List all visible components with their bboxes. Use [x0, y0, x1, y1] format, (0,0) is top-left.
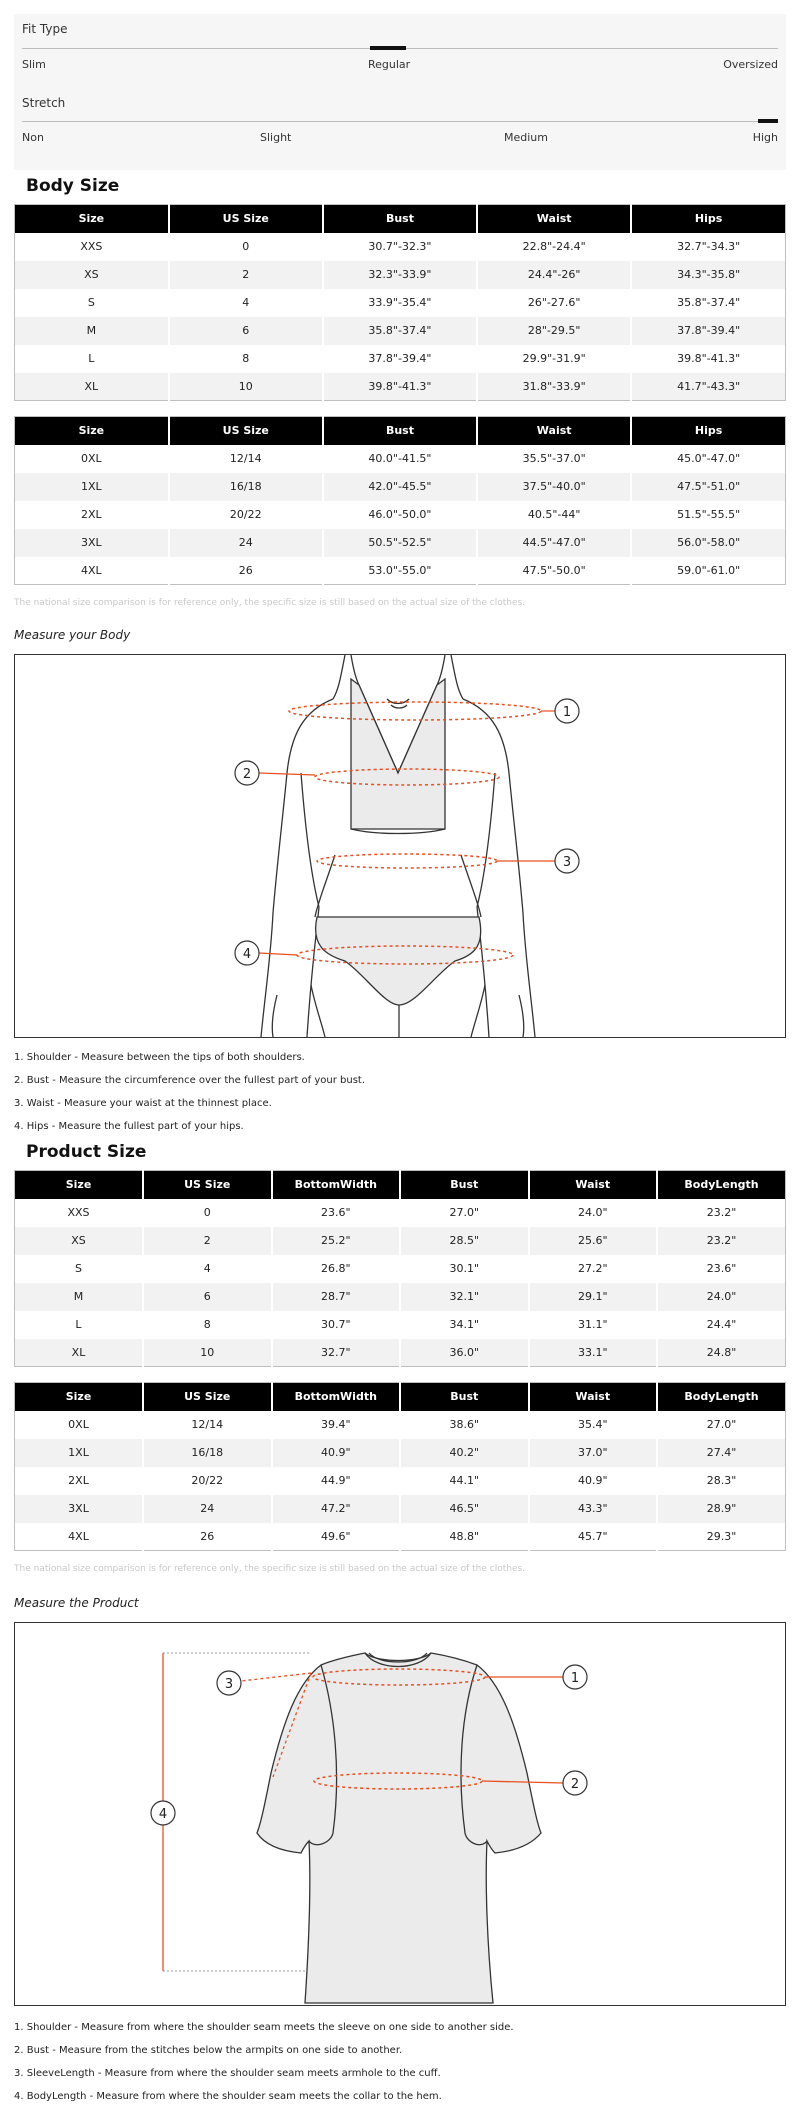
table-row: [15, 501, 786, 529]
table-cell: 23.6": [272, 1199, 401, 1227]
table-cell: 46.5": [400, 1495, 529, 1523]
fit-type-option-oversized: Oversized: [723, 58, 778, 71]
table-row: [15, 557, 786, 585]
table-row: [15, 1495, 786, 1523]
table-cell: 8: [143, 1311, 272, 1339]
table-cell: 24.4"-26": [477, 261, 631, 289]
measure-body-title: Measure your Body: [14, 628, 131, 642]
table-cell: 26: [143, 1523, 272, 1551]
callout-2-label: 2: [242, 767, 252, 782]
table-cell: 47.2": [272, 1495, 401, 1523]
table-row: [15, 1439, 786, 1467]
table-cell: 28.3": [657, 1467, 786, 1495]
column-header: BottomWidth: [272, 1383, 401, 1411]
table-cell: 28.9": [657, 1495, 786, 1523]
table-cell: S: [15, 1255, 144, 1283]
table-cell: 29.3": [657, 1523, 786, 1551]
product-size-table-a: [14, 1170, 786, 1367]
product-callout-1-label: 1: [570, 1671, 580, 1686]
table-cell: 29.1": [529, 1283, 658, 1311]
table-cell: 38.6": [400, 1411, 529, 1439]
table-cell: 44.1": [400, 1467, 529, 1495]
table-cell: 2XL: [15, 501, 169, 529]
table-cell: 24.0": [529, 1199, 658, 1227]
table-cell: 28.5": [400, 1227, 529, 1255]
fit-panel: [14, 14, 786, 170]
column-header: Waist: [529, 1171, 658, 1199]
product-size-title: Product Size: [26, 1142, 147, 1162]
column-header: BodyLength: [657, 1171, 786, 1199]
body-instruction-3: 3. Waist - Measure your waist at the thinnest place.: [14, 1098, 272, 1109]
body-instruction-4: 4. Hips - Measure the fullest part of your hips.: [14, 1121, 244, 1132]
table-row: [15, 373, 786, 401]
table-cell: 39.4": [272, 1411, 401, 1439]
fit-type-option-slim: Slim: [22, 58, 46, 71]
table-row: [15, 445, 786, 473]
table-cell: 47.5"-50.0": [477, 557, 631, 585]
table-cell: 25.2": [272, 1227, 401, 1255]
table-row: [15, 289, 786, 317]
table-cell: 34.1": [400, 1311, 529, 1339]
table-row: [15, 1227, 786, 1255]
fit-type-marker: [370, 46, 406, 50]
table-cell: 23.6": [657, 1255, 786, 1283]
table-row: [15, 1523, 786, 1551]
table-cell: 1XL: [15, 473, 169, 501]
table-cell: 25.6": [529, 1227, 658, 1255]
table-cell: 41.7"-43.3": [631, 373, 785, 401]
table-cell: 0: [169, 233, 323, 261]
table-cell: 20/22: [169, 501, 323, 529]
table-row: [15, 261, 786, 289]
table-cell: 6: [169, 317, 323, 345]
table-cell: 3XL: [15, 529, 169, 557]
table-cell: 22.8"-24.4": [477, 233, 631, 261]
table-cell: 6: [143, 1283, 272, 1311]
table-cell: 23.2": [657, 1199, 786, 1227]
table-cell: 27.4": [657, 1439, 786, 1467]
table-cell: 27.2": [529, 1255, 658, 1283]
tshirt-illustration: [15, 1623, 785, 2005]
table-cell: 10: [169, 373, 323, 401]
table-cell: 39.8"-41.3": [631, 345, 785, 373]
table-cell: M: [15, 317, 169, 345]
callout-4-label: 4: [242, 947, 252, 962]
table-cell: 32.7"-34.3": [631, 233, 785, 261]
table-row: [15, 345, 786, 373]
fit-type-option-regular: Regular: [368, 58, 411, 71]
table-row: [15, 1283, 786, 1311]
table-cell: 35.8"-37.4": [323, 317, 477, 345]
fit-type-label: Fit Type: [22, 22, 68, 36]
table-header-row: [15, 1383, 786, 1411]
column-header: BodyLength: [657, 1383, 786, 1411]
table-cell: XXS: [15, 1199, 144, 1227]
column-header: BottomWidth: [272, 1171, 401, 1199]
table-cell: 24.4": [657, 1311, 786, 1339]
table-cell: 40.0"-41.5": [323, 445, 477, 473]
product-instruction-1: 1. Shoulder - Measure from where the shoulder seam meets the sleeve on one side to another side.: [14, 2022, 514, 2033]
body-size-table-a: [14, 204, 786, 401]
table-header-row: [15, 205, 786, 233]
table-cell: 45.0"-47.0": [631, 445, 785, 473]
table-cell: 16/18: [169, 473, 323, 501]
column-header: Hips: [631, 417, 785, 445]
table-cell: M: [15, 1283, 144, 1311]
table-cell: 30.7": [272, 1311, 401, 1339]
body-figure-illustration: [15, 655, 785, 1037]
table-cell: 56.0"-58.0": [631, 529, 785, 557]
product-callout-4-label: 4: [158, 1807, 168, 1822]
table-cell: 27.0": [400, 1199, 529, 1227]
stretch-option-non: Non: [22, 131, 44, 144]
product-instruction-3: 3. SleeveLength - Measure from where the shoulder seam meets armhole to the cuff.: [14, 2068, 441, 2079]
table-cell: 10: [143, 1339, 272, 1367]
table-cell: 48.8": [400, 1523, 529, 1551]
body-size-title: Body Size: [26, 176, 120, 196]
table-cell: 24.8": [657, 1339, 786, 1367]
table-cell: 34.3"-35.8": [631, 261, 785, 289]
table-row: [15, 1411, 786, 1439]
column-header: Waist: [477, 205, 631, 233]
table-cell: 29.9"-31.9": [477, 345, 631, 373]
table-cell: S: [15, 289, 169, 317]
table-cell: 37.0": [529, 1439, 658, 1467]
table-cell: 40.5"-44": [477, 501, 631, 529]
stretch-label: Stretch: [22, 96, 66, 110]
body-measure-diagram: [14, 654, 786, 1038]
table-cell: XL: [15, 1339, 144, 1367]
table-row: [15, 317, 786, 345]
table-row: [15, 1311, 786, 1339]
table-cell: 26"-27.6": [477, 289, 631, 317]
column-header: Bust: [400, 1171, 529, 1199]
table-cell: 33.1": [529, 1339, 658, 1367]
stretch-marker: [758, 119, 778, 123]
table-cell: XS: [15, 1227, 144, 1255]
table-header-row: [15, 1171, 786, 1199]
column-header: Waist: [477, 417, 631, 445]
table-row: [15, 233, 786, 261]
table-cell: 40.9": [529, 1467, 658, 1495]
table-cell: 44.9": [272, 1467, 401, 1495]
table-cell: 4: [143, 1255, 272, 1283]
column-header: Waist: [529, 1383, 658, 1411]
table-cell: 49.6": [272, 1523, 401, 1551]
table-cell: 35.4": [529, 1411, 658, 1439]
table-cell: XXS: [15, 233, 169, 261]
table-cell: 33.9"-35.4": [323, 289, 477, 317]
column-header: Bust: [323, 205, 477, 233]
column-header: Size: [15, 205, 169, 233]
body-instruction-2: 2. Bust - Measure the circumference over the fullest part of your bust.: [14, 1075, 366, 1086]
table-cell: 46.0"-50.0": [323, 501, 477, 529]
table-cell: 23.2": [657, 1227, 786, 1255]
body-instruction-1: 1. Shoulder - Measure between the tips of both shoulders.: [14, 1052, 305, 1063]
table-row: [15, 1199, 786, 1227]
column-header: Size: [15, 417, 169, 445]
table-cell: 24: [143, 1495, 272, 1523]
table-cell: 32.1": [400, 1283, 529, 1311]
body-size-note: The national size comparison is for reference only, the specific size is still based on the actual size of the clothes.: [14, 598, 526, 608]
product-instruction-4: 4. BodyLength - Measure from where the shoulder seam meets the collar to the hem.: [14, 2091, 442, 2102]
table-cell: 47.5"-51.0": [631, 473, 785, 501]
table-cell: 32.7": [272, 1339, 401, 1367]
table-cell: 53.0"-55.0": [323, 557, 477, 585]
table-cell: 8: [169, 345, 323, 373]
table-cell: 24: [169, 529, 323, 557]
table-cell: 32.3"-33.9": [323, 261, 477, 289]
table-cell: 40.2": [400, 1439, 529, 1467]
table-cell: 26.8": [272, 1255, 401, 1283]
table-cell: 28"-29.5": [477, 317, 631, 345]
table-cell: 39.8"-41.3": [323, 373, 477, 401]
table-cell: 4: [169, 289, 323, 317]
table-cell: 12/14: [143, 1411, 272, 1439]
table-cell: L: [15, 1311, 144, 1339]
measure-product-title: Measure the Product: [14, 1596, 139, 1610]
table-cell: 28.7": [272, 1283, 401, 1311]
table-cell: 0: [143, 1199, 272, 1227]
table-cell: 42.0"-45.5": [323, 473, 477, 501]
stretch-option-slight: Slight: [260, 131, 292, 144]
table-row: [15, 1339, 786, 1367]
column-header: Bust: [400, 1383, 529, 1411]
table-cell: 2: [143, 1227, 272, 1255]
table-cell: XL: [15, 373, 169, 401]
table-cell: 2XL: [15, 1467, 144, 1495]
table-cell: 35.8"-37.4": [631, 289, 785, 317]
table-cell: 43.3": [529, 1495, 658, 1523]
table-cell: L: [15, 345, 169, 373]
table-cell: 51.5"-55.5": [631, 501, 785, 529]
table-cell: 30.1": [400, 1255, 529, 1283]
column-header: US Size: [143, 1383, 272, 1411]
table-cell: 16/18: [143, 1439, 272, 1467]
table-row: [15, 1467, 786, 1495]
table-cell: 59.0"-61.0": [631, 557, 785, 585]
table-cell: 26: [169, 557, 323, 585]
product-instruction-2: 2. Bust - Measure from the stitches below the armpits on one side to another.: [14, 2045, 403, 2056]
table-row: [15, 473, 786, 501]
table-cell: 4XL: [15, 1523, 144, 1551]
callout-1-label: 1: [562, 705, 572, 720]
table-cell: 37.8"-39.4": [631, 317, 785, 345]
column-header: Size: [15, 1171, 144, 1199]
table-cell: 20/22: [143, 1467, 272, 1495]
body-size-table-b: [14, 416, 786, 585]
table-cell: 12/14: [169, 445, 323, 473]
column-header: Size: [15, 1383, 144, 1411]
table-cell: 31.1": [529, 1311, 658, 1339]
table-cell: 40.9": [272, 1439, 401, 1467]
table-cell: 35.5"-37.0": [477, 445, 631, 473]
column-header: Hips: [631, 205, 785, 233]
product-size-note: The national size comparison is for reference only, the specific size is still based on the actual size of the clothes.: [14, 1564, 526, 1574]
table-header-row: [15, 417, 786, 445]
table-cell: 0XL: [15, 1411, 144, 1439]
table-cell: 24.0": [657, 1283, 786, 1311]
table-cell: 37.5"-40.0": [477, 473, 631, 501]
product-callout-3-label: 3: [224, 1677, 234, 1692]
column-header: US Size: [143, 1171, 272, 1199]
product-callout-2-label: 2: [570, 1777, 580, 1792]
stretch-scale: [22, 121, 778, 122]
column-header: Bust: [323, 417, 477, 445]
table-cell: XS: [15, 261, 169, 289]
table-cell: 30.7"-32.3": [323, 233, 477, 261]
table-cell: 36.0": [400, 1339, 529, 1367]
table-cell: 2: [169, 261, 323, 289]
column-header: US Size: [169, 205, 323, 233]
product-measure-diagram: [14, 1622, 786, 2006]
table-cell: 4XL: [15, 557, 169, 585]
stretch-option-medium: Medium: [504, 131, 548, 144]
table-row: [15, 1255, 786, 1283]
callout-3-label: 3: [562, 855, 572, 870]
table-row: [15, 529, 786, 557]
stretch-option-high: High: [752, 131, 778, 144]
table-cell: 44.5"-47.0": [477, 529, 631, 557]
table-cell: 31.8"-33.9": [477, 373, 631, 401]
table-cell: 27.0": [657, 1411, 786, 1439]
table-cell: 50.5"-52.5": [323, 529, 477, 557]
table-cell: 1XL: [15, 1439, 144, 1467]
table-cell: 0XL: [15, 445, 169, 473]
column-header: US Size: [169, 417, 323, 445]
table-cell: 3XL: [15, 1495, 144, 1523]
product-size-table-b: [14, 1382, 786, 1551]
table-cell: 45.7": [529, 1523, 658, 1551]
table-cell: 37.8"-39.4": [323, 345, 477, 373]
